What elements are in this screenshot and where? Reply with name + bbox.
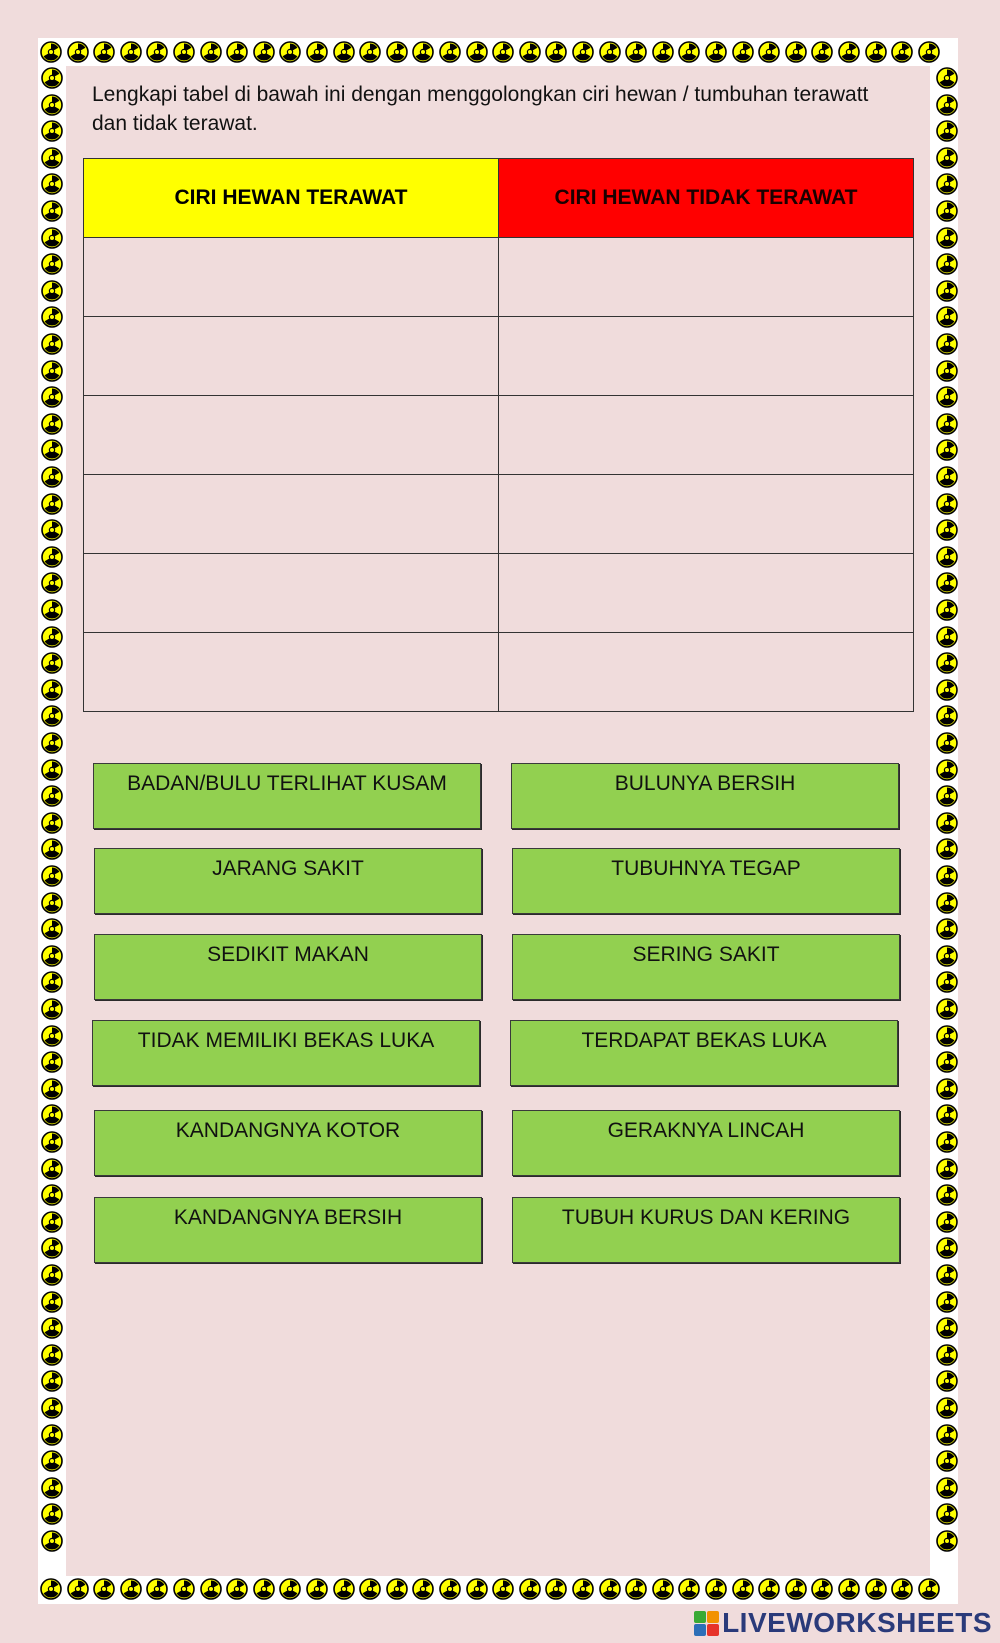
- radiation-icon: [67, 1578, 89, 1600]
- radiation-icon: [41, 94, 63, 116]
- radiation-icon: [41, 679, 63, 701]
- radiation-icon: [41, 386, 63, 408]
- radiation-icon: [936, 333, 958, 355]
- radiation-icon: [41, 1450, 63, 1472]
- drop-cell-cared[interactable]: [84, 396, 499, 475]
- radiation-icon: [785, 41, 807, 63]
- radiation-icon: [936, 173, 958, 195]
- radiation-icon: [41, 1131, 63, 1153]
- radiation-icon: [705, 1578, 727, 1600]
- radiation-icon: [146, 41, 168, 63]
- radiation-icon: [936, 705, 958, 727]
- table-row: [84, 396, 914, 475]
- radiation-icon: [652, 41, 674, 63]
- instruction-text: Lengkapi tabel di bawah ini dengan menggolongkan ciri hewan / tumbuhan terawatt dan tidak terawat.: [92, 83, 869, 135]
- radiation-icon: [936, 200, 958, 222]
- radiation-icon: [41, 1397, 63, 1419]
- drop-cell-uncared[interactable]: [499, 238, 914, 317]
- radiation-icon: [253, 1578, 275, 1600]
- radiation-icon: [41, 227, 63, 249]
- radiation-icon: [936, 1344, 958, 1366]
- radiation-icon: [936, 759, 958, 781]
- radiation-icon: [333, 41, 355, 63]
- radiation-icon: [41, 1184, 63, 1206]
- radiation-icon: [386, 41, 408, 63]
- drop-cell-cared[interactable]: [84, 633, 499, 712]
- radiation-icon: [41, 1291, 63, 1313]
- drop-cell-uncared[interactable]: [499, 554, 914, 633]
- drop-cell-cared[interactable]: [84, 475, 499, 554]
- radiation-icon: [936, 519, 958, 541]
- radiation-icon: [41, 785, 63, 807]
- liveworksheets-logo: [694, 1606, 992, 1640]
- drop-cell-cared[interactable]: [84, 317, 499, 396]
- radiation-icon: [865, 1578, 887, 1600]
- answer-card[interactable]: BADAN/BULU TERLIHAT KUSAM: [93, 763, 481, 829]
- radiation-icon: [41, 1158, 63, 1180]
- radiation-icon: [918, 41, 940, 63]
- drop-cell-cared[interactable]: [84, 238, 499, 317]
- radiation-icon: [936, 1158, 958, 1180]
- radiation-icon: [41, 865, 63, 887]
- radiation-icon: [678, 1578, 700, 1600]
- radiation-icon: [599, 41, 621, 63]
- radiation-icon: [333, 1578, 355, 1600]
- answer-card[interactable]: TERDAPAT BEKAS LUKA: [510, 1020, 898, 1086]
- radiation-icon: [41, 1530, 63, 1552]
- radiation-icon: [41, 812, 63, 834]
- radiation-icon: [625, 1578, 647, 1600]
- radiation-icon: [936, 626, 958, 648]
- radiation-icon: [519, 41, 541, 63]
- radiation-icon: [545, 41, 567, 63]
- radiation-icon: [936, 280, 958, 302]
- radiation-icon: [93, 1578, 115, 1600]
- radiation-icon: [936, 360, 958, 382]
- radiation-icon: [936, 1237, 958, 1259]
- radiation-icon: [41, 1237, 63, 1259]
- radiation-icon: [865, 41, 887, 63]
- brand-name: LIVEWORKSHEETS: [722, 1607, 992, 1638]
- radiation-icon: [936, 1078, 958, 1100]
- radiation-icon: [40, 1578, 62, 1600]
- radiation-icon: [572, 1578, 594, 1600]
- radiation-icon: [41, 705, 63, 727]
- answer-card[interactable]: TIDAK MEMILIKI BEKAS LUKA: [92, 1020, 480, 1086]
- radiation-icon: [936, 865, 958, 887]
- radiation-icon: [200, 41, 222, 63]
- radiation-icon: [705, 41, 727, 63]
- radiation-icon: [41, 759, 63, 781]
- radiation-icon: [492, 41, 514, 63]
- radiation-icon: [936, 413, 958, 435]
- radiation-icon: [41, 1503, 63, 1525]
- radiation-icon: [732, 41, 754, 63]
- answer-card[interactable]: JARANG SAKIT: [94, 848, 482, 914]
- radiation-icon: [936, 1397, 958, 1419]
- radiation-icon: [838, 41, 860, 63]
- radiation-icon: [41, 1051, 63, 1073]
- radiation-icon: [41, 147, 63, 169]
- radiation-icon: [41, 838, 63, 860]
- radiation-icon: [936, 1104, 958, 1126]
- radiation-icon: [120, 1578, 142, 1600]
- radiation-icon: [93, 41, 115, 63]
- radiation-icon: [41, 1078, 63, 1100]
- radiation-icon: [41, 1370, 63, 1392]
- radiation-icon: [936, 120, 958, 142]
- radiation-icon: [918, 1578, 940, 1600]
- radiation-icon: [678, 41, 700, 63]
- radiation-icon: [226, 1578, 248, 1600]
- radiation-icon: [253, 41, 275, 63]
- radiation-icon: [936, 1051, 958, 1073]
- radiation-icon: [936, 785, 958, 807]
- radiation-icon: [279, 1578, 301, 1600]
- radiation-icon: [466, 41, 488, 63]
- radiation-icon: [811, 1578, 833, 1600]
- drop-cell-uncared[interactable]: [499, 475, 914, 554]
- radiation-icon: [41, 732, 63, 754]
- radiation-icon: [41, 280, 63, 302]
- radiation-icon: [936, 546, 958, 568]
- radiation-icon: [936, 386, 958, 408]
- radiation-icon: [41, 652, 63, 674]
- radiation-icon: [732, 1578, 754, 1600]
- radiation-icon: [936, 971, 958, 993]
- radiation-icon: [936, 1131, 958, 1153]
- radiation-icon: [936, 1184, 958, 1206]
- drop-cell-uncared[interactable]: [499, 317, 914, 396]
- radiation-icon: [41, 67, 63, 89]
- radiation-icon: [41, 439, 63, 461]
- radiation-icon: [41, 572, 63, 594]
- radiation-icon: [936, 918, 958, 940]
- drop-cell-uncared[interactable]: [499, 396, 914, 475]
- radiation-icon: [306, 1578, 328, 1600]
- radiation-icon: [41, 998, 63, 1020]
- radiation-icon: [936, 732, 958, 754]
- radiation-icon: [936, 253, 958, 275]
- radiation-icon: [466, 1578, 488, 1600]
- answer-card[interactable]: BULUNYA BERSIH: [511, 763, 899, 829]
- radiation-icon: [936, 227, 958, 249]
- radiation-icon: [41, 333, 63, 355]
- radiation-icon: [41, 546, 63, 568]
- radiation-icon: [41, 945, 63, 967]
- radiation-icon: [936, 1317, 958, 1339]
- radiation-icon: [936, 1424, 958, 1446]
- radiation-icon: [891, 1578, 913, 1600]
- answer-card[interactable]: SEDIKIT MAKAN: [94, 934, 482, 1000]
- radiation-icon: [226, 41, 248, 63]
- radiation-icon: [41, 1317, 63, 1339]
- answer-card[interactable]: TUBUHNYA TEGAP: [512, 848, 900, 914]
- table-row: [84, 238, 914, 317]
- radiation-icon: [936, 1211, 958, 1233]
- radiation-icon: [936, 892, 958, 914]
- radiation-icon: [41, 306, 63, 328]
- radiation-icon: [811, 41, 833, 63]
- radiation-icon: [936, 306, 958, 328]
- radiation-icon: [146, 1578, 168, 1600]
- header-uncared: CIRI HEWAN TIDAK TERAWAT: [499, 159, 914, 238]
- radiation-icon: [41, 253, 63, 275]
- radiation-icon: [758, 1578, 780, 1600]
- radiation-icon: [41, 120, 63, 142]
- answer-card[interactable]: KANDANGNYA KOTOR: [94, 1110, 482, 1176]
- radiation-icon: [173, 1578, 195, 1600]
- radiation-icon: [41, 1025, 63, 1047]
- header-cared: CIRI HEWAN TERAWAT: [84, 159, 499, 238]
- answer-card[interactable]: KANDANGNYA BERSIH: [94, 1197, 482, 1263]
- radiation-icon: [306, 41, 328, 63]
- radiation-icon: [41, 466, 63, 488]
- radiation-icon: [41, 1264, 63, 1286]
- radiation-icon: [492, 1578, 514, 1600]
- radiation-icon: [936, 1291, 958, 1313]
- radiation-icon: [41, 360, 63, 382]
- radiation-icon: [838, 1578, 860, 1600]
- radiation-icon: [41, 173, 63, 195]
- radiation-icon: [785, 1578, 807, 1600]
- answer-card[interactable]: TUBUH KURUS DAN KERING: [512, 1197, 900, 1263]
- radiation-icon: [386, 1578, 408, 1600]
- radiation-icon: [758, 41, 780, 63]
- radiation-icon: [625, 41, 647, 63]
- radiation-icon: [439, 41, 461, 63]
- radiation-icon: [279, 41, 301, 63]
- radiation-icon: [936, 599, 958, 621]
- radiation-icon: [936, 1025, 958, 1047]
- radiation-icon: [936, 147, 958, 169]
- drop-cell-uncared[interactable]: [499, 633, 914, 712]
- liveworksheets-logo-icon: [694, 1611, 719, 1636]
- radiation-icon: [41, 599, 63, 621]
- radiation-icon: [519, 1578, 541, 1600]
- radiation-icon: [936, 652, 958, 674]
- radiation-icon: [173, 41, 195, 63]
- table-row: [84, 317, 914, 396]
- radiation-icon: [936, 1530, 958, 1552]
- radiation-icon: [936, 572, 958, 594]
- radiation-icon: [41, 1477, 63, 1499]
- radiation-icon: [936, 1370, 958, 1392]
- radiation-icon: [200, 1578, 222, 1600]
- radiation-icon: [41, 1211, 63, 1233]
- radiation-icon: [936, 439, 958, 461]
- radiation-icon: [652, 1578, 674, 1600]
- radiation-icon: [936, 493, 958, 515]
- radiation-icon: [936, 945, 958, 967]
- table-row: [84, 633, 914, 712]
- radiation-icon: [41, 892, 63, 914]
- radiation-icon: [41, 413, 63, 435]
- radiation-icon: [936, 1477, 958, 1499]
- radiation-icon: [936, 67, 958, 89]
- radiation-icon: [936, 838, 958, 860]
- radiation-icon: [41, 200, 63, 222]
- radiation-icon: [359, 41, 381, 63]
- radiation-icon: [936, 1264, 958, 1286]
- radiation-icon: [412, 41, 434, 63]
- radiation-icon: [41, 493, 63, 515]
- radiation-icon: [41, 918, 63, 940]
- radiation-icon: [41, 971, 63, 993]
- answer-card[interactable]: SERING SAKIT: [512, 934, 900, 1000]
- answer-card[interactable]: GERAKNYA LINCAH: [512, 1110, 900, 1176]
- radiation-icon: [67, 41, 89, 63]
- radiation-icon: [891, 41, 913, 63]
- radiation-icon: [936, 1503, 958, 1525]
- radiation-icon: [359, 1578, 381, 1600]
- radiation-icon: [41, 1344, 63, 1366]
- radiation-icon: [120, 41, 142, 63]
- radiation-icon: [545, 1578, 567, 1600]
- radiation-icon: [936, 94, 958, 116]
- radiation-icon: [41, 519, 63, 541]
- radiation-icon: [412, 1578, 434, 1600]
- radiation-icon: [41, 626, 63, 648]
- radiation-icon: [936, 998, 958, 1020]
- radiation-icon: [572, 41, 594, 63]
- radiation-icon: [40, 41, 62, 63]
- radiation-icon: [936, 679, 958, 701]
- radiation-icon: [936, 812, 958, 834]
- radiation-icon: [936, 466, 958, 488]
- radiation-icon: [41, 1424, 63, 1446]
- table-row: [84, 554, 914, 633]
- radiation-icon: [599, 1578, 621, 1600]
- drop-cell-cared[interactable]: [84, 554, 499, 633]
- classification-table: [83, 158, 914, 712]
- radiation-icon: [41, 1104, 63, 1126]
- radiation-icon: [439, 1578, 461, 1600]
- table-row: [84, 475, 914, 554]
- radiation-icon: [936, 1450, 958, 1472]
